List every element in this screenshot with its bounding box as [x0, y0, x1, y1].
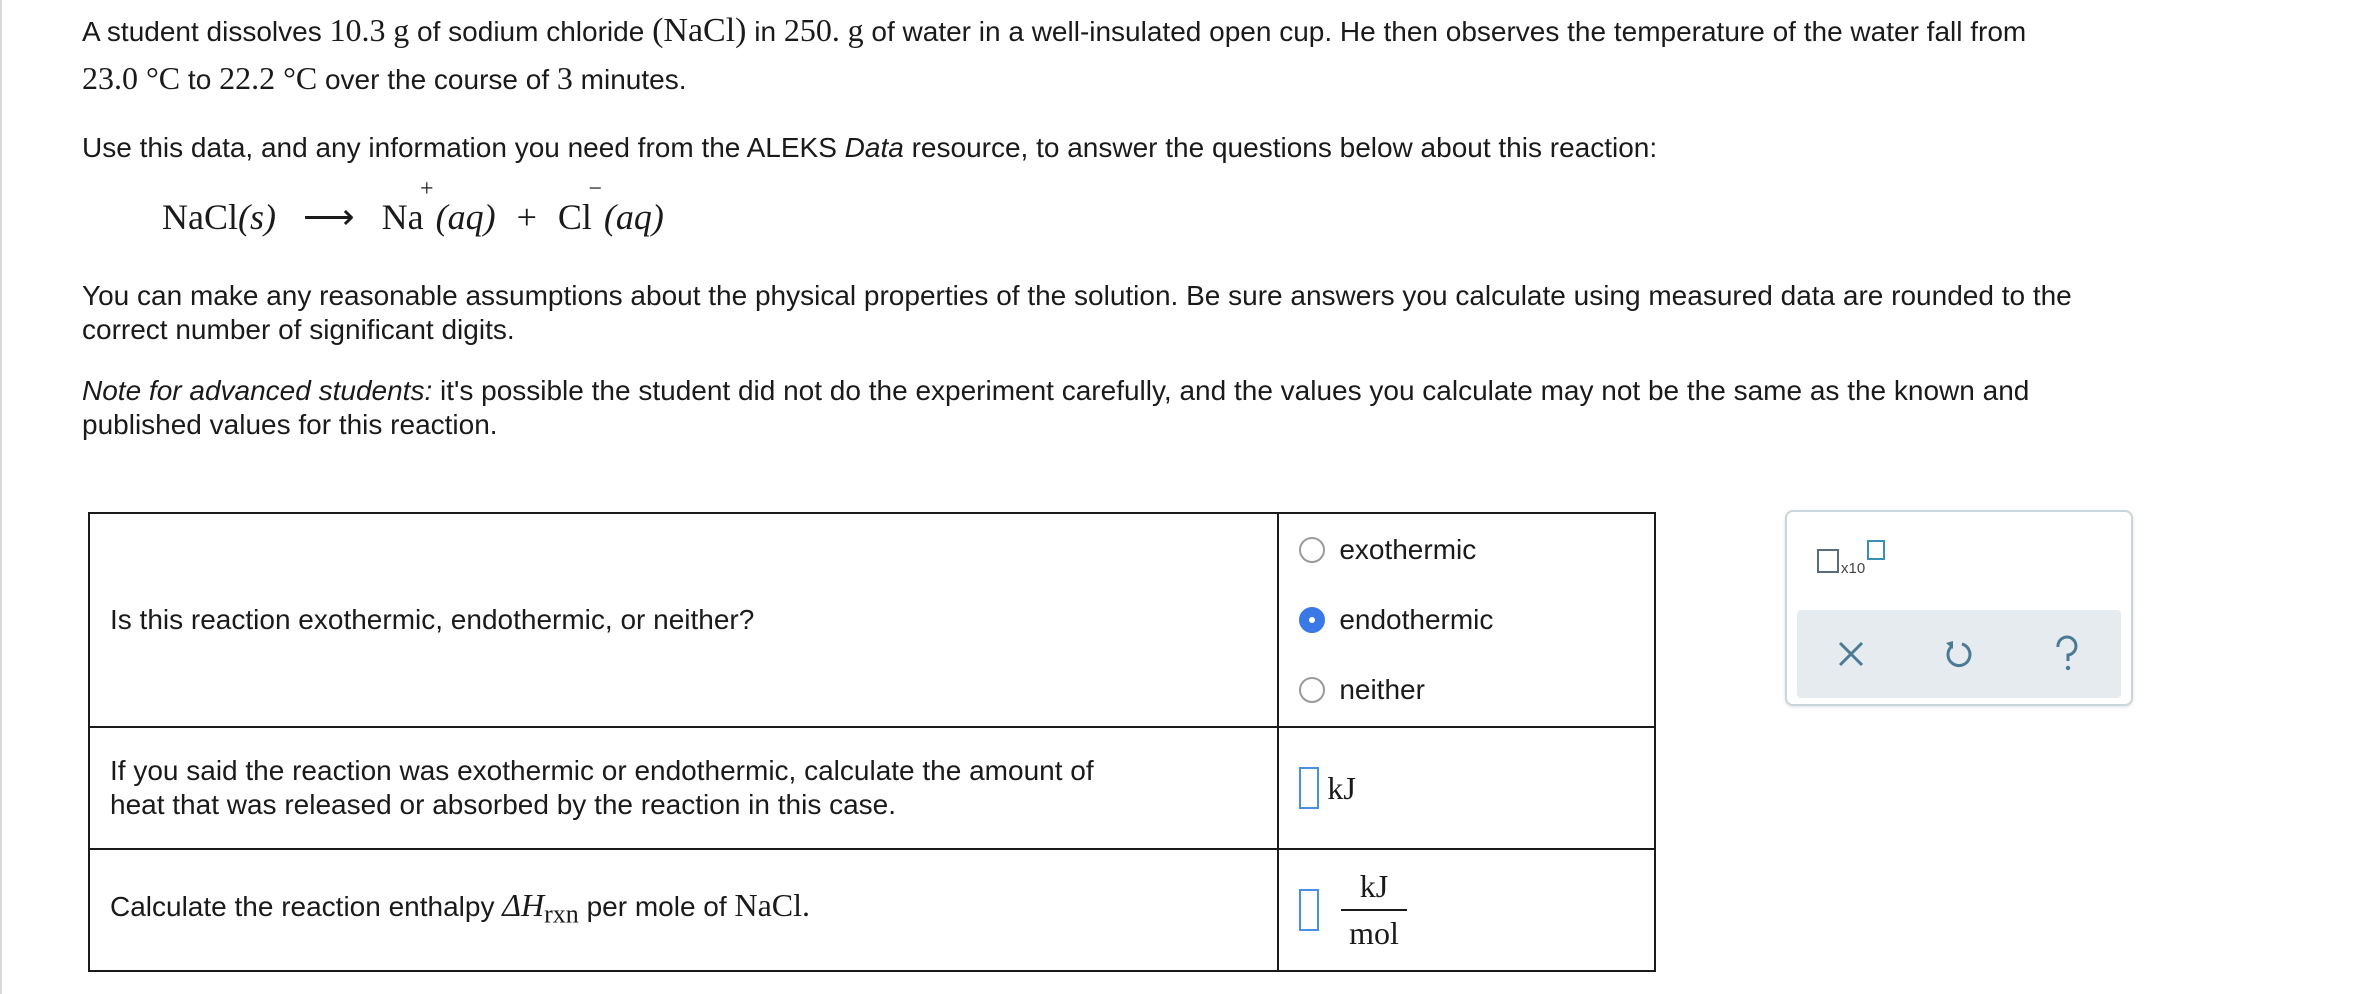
intro-line-1	[82, 6, 2362, 56]
unit-grams: g	[847, 12, 864, 48]
option-endothermic[interactable]	[1299, 585, 1654, 655]
intro-text: over the course of	[317, 64, 557, 95]
fraction-bar	[1341, 909, 1407, 911]
option-label: endothermic	[1339, 604, 1494, 635]
temp-end: 22.2 °C	[219, 60, 318, 96]
intro-line-2	[82, 54, 2362, 104]
plus-sign: +	[516, 197, 537, 237]
intro-text: to	[180, 64, 220, 95]
mass-water: 250.	[783, 12, 840, 48]
eq-sodium-ion: Na +	[381, 176, 434, 237]
question-1-answer	[1278, 513, 1655, 727]
intro-text: minutes.	[572, 64, 687, 95]
charge: −	[588, 176, 602, 202]
unit-fraction	[1341, 868, 1407, 952]
question-table	[88, 512, 1656, 972]
nacl-formula: (NaCl)	[652, 12, 747, 49]
option-exothermic[interactable]	[1299, 515, 1654, 585]
answer-toolbox	[1785, 510, 2133, 706]
base-box-icon	[1817, 549, 1839, 573]
question-row-2	[89, 727, 1655, 849]
temp-start: 23.0 °C	[82, 60, 181, 96]
option-neither[interactable]	[1299, 655, 1654, 725]
intro-text: of sodium chloride	[409, 16, 653, 47]
data-resource-label: Data	[844, 132, 904, 163]
scientific-notation-button[interactable]	[1817, 548, 1866, 580]
mass-nacl: 10.3	[329, 12, 386, 48]
question-2-answer	[1278, 727, 1655, 849]
eq-reactant: NaCl	[162, 197, 238, 237]
radio-exothermic[interactable]	[1299, 537, 1325, 563]
unit-denominator: mol	[1349, 915, 1399, 951]
question-2-text: If you said the reaction was exothermic or endothermic, calculate the amount of heat that was released or absorbed by the reaction in this case.	[89, 727, 1278, 849]
question-1-text: Is this reaction exothermic, endothermic, or neither?	[89, 513, 1278, 727]
charge: +	[420, 176, 434, 202]
toolbox-actions	[1797, 610, 2121, 698]
question-row-1	[89, 513, 1655, 727]
clear-button[interactable]	[1821, 624, 1881, 684]
radio-endothermic[interactable]	[1299, 607, 1325, 633]
assumptions-note: You can make any reasonable assumptions about the physical properties of the solution. Be sure answers you calculate using measured data are rounded to the correct number of significant digits.	[82, 280, 2072, 345]
reaction-equation	[162, 176, 664, 238]
minutes-value: 3	[556, 60, 573, 96]
help-button[interactable]	[2037, 624, 2097, 684]
question-3-text: Calculate the reaction enthalpy $\Delta H_{rxn}$ per mole of NaCl.	[89, 849, 1278, 971]
option-label: neither	[1339, 674, 1425, 705]
option-label: exothermic	[1339, 534, 1477, 565]
intro-text: A student dissolves	[82, 16, 330, 47]
heat-answer-input[interactable]	[1299, 767, 1319, 809]
delta-h-symbol: ΔH	[502, 887, 545, 924]
radio-neither[interactable]	[1299, 677, 1325, 703]
unit-kj: kJ	[1327, 769, 1356, 806]
unit-grams: g	[393, 12, 410, 48]
eq-state: (aq)	[435, 197, 496, 237]
rxn-subscript: rxn	[544, 899, 579, 929]
x10-label: x10	[1841, 560, 1866, 577]
reaction-arrow: ⟶	[303, 197, 355, 237]
eq-state: (s)	[238, 197, 276, 237]
nacl-formula: NaCl.	[734, 887, 810, 924]
eq-chloride-ion: Cl −	[557, 176, 602, 237]
left-border	[0, 0, 2, 994]
help-icon	[2052, 635, 2082, 673]
undo-button[interactable]	[1929, 624, 1989, 684]
unit-numerator: kJ	[1359, 868, 1389, 904]
intro-text: in	[746, 16, 784, 47]
x-icon	[1836, 639, 1866, 669]
question-3-answer	[1278, 849, 1655, 971]
question-row-3	[89, 849, 1655, 971]
advanced-note-label: Note for advanced students:	[82, 375, 433, 406]
undo-icon	[1942, 637, 1976, 671]
intro-text: of water in a well-insulated open cup. He then observes the temperature of the water fall from	[863, 16, 2027, 47]
exponent-box-icon	[1867, 540, 1885, 560]
eq-state: (aq)	[603, 197, 664, 237]
data-note: Use this data, and any information you need from the ALEKS Data resource, to answer the questions below about this reaction:	[82, 132, 1658, 163]
enthalpy-answer-input[interactable]	[1299, 889, 1319, 931]
advanced-note: Note for advanced students: it's possible the student did not do the experiment carefully, and the values you calculate may not be the same as the known and published values for this reaction.	[82, 375, 2030, 440]
